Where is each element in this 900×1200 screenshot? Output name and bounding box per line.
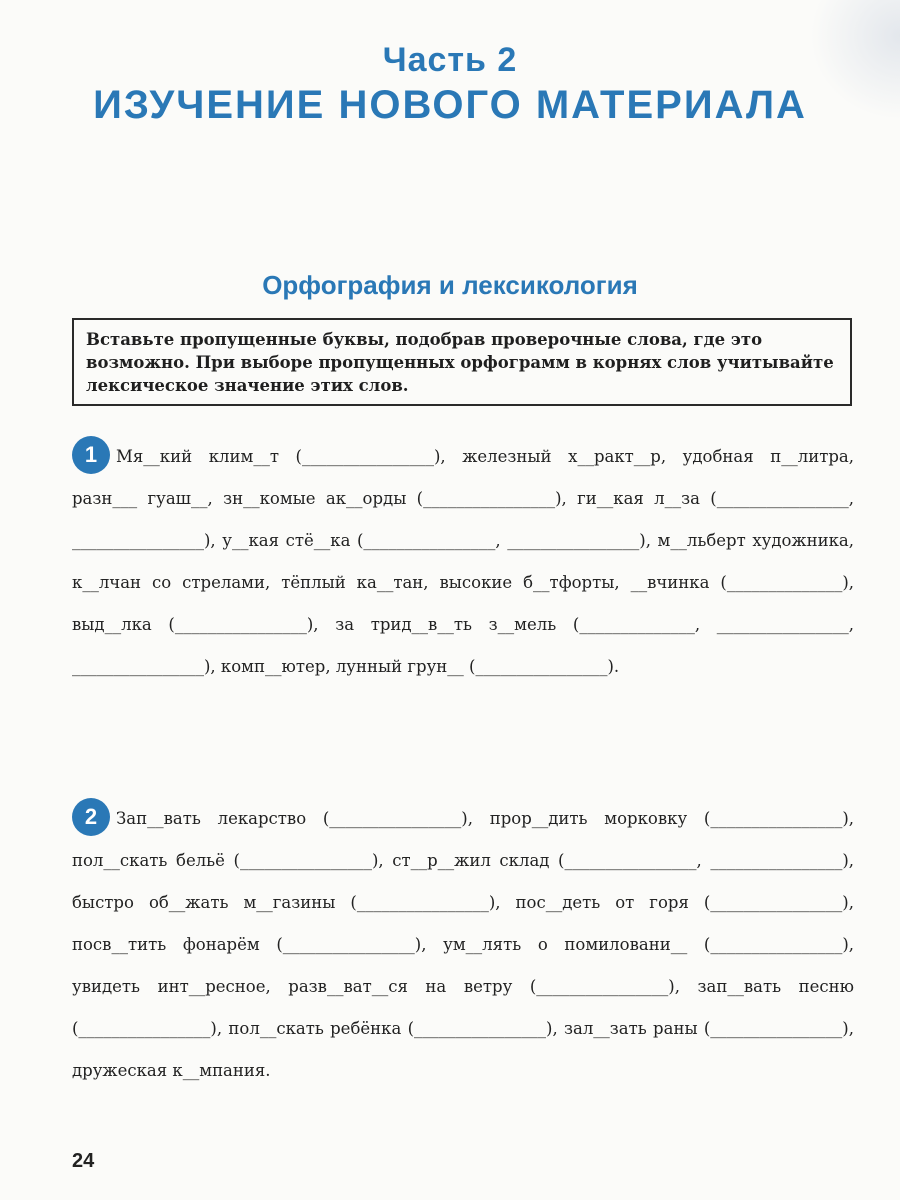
exercise-text: Мя__кий клим__т (________________), железный х__ракт__р, удобная п__литра, разн___ гуаш__, зн__комые ак__орды (________________), ги__кая л__за (________________, ________________), у__кая стё__ка (________________, ________________), м__льберт художника, к__лчан со стрелами, тёплый ка__тан, высокие б__тфорты, __вчинка (______________), выд__лка (________________), за трид__в__ть з__мель (______________, ________________, ________________), комп__ютер, лунный грун__ (________________). <box>72 447 854 676</box>
instruction-box: Вставьте пропущенные буквы, подобрав проверочные слова, где это возможно. При выборе пропущенных орфограмм в корнях слов учитывайте лексическое значение этих слов. <box>72 318 852 406</box>
exercise-text: Зап__вать лекарство (________________), прор__дить морковку (________________), пол__скать бельё (________________), ст__р__жил склад (________________, ________________), быстро об__жать м__газины (________________), пос__деть от горя (________________), посв__тить фонарём (________________), ум__лять о помиловани__ (________________), увидеть инт__ресное, разв__ват__ся на ветру (________________), зап__вать песню (________________), пол__скать ребёнка (________________), зал__зать раны (________________), дружеская к__мпания. <box>72 809 854 1080</box>
exercise-2 <box>72 798 854 1092</box>
exercise-1 <box>72 436 854 688</box>
section-title: Орфография и лексикология <box>262 270 638 300</box>
part-number: Часть 2 <box>382 41 518 79</box>
exercise-number-badge: 1 <box>72 436 110 474</box>
part-heading <box>0 40 900 128</box>
page-number: 24 <box>72 1150 95 1172</box>
exercise-number-badge: 2 <box>72 798 110 836</box>
part-name: ИЗУЧЕНИЕ НОВОГО МАТЕРИАЛА <box>93 83 807 127</box>
